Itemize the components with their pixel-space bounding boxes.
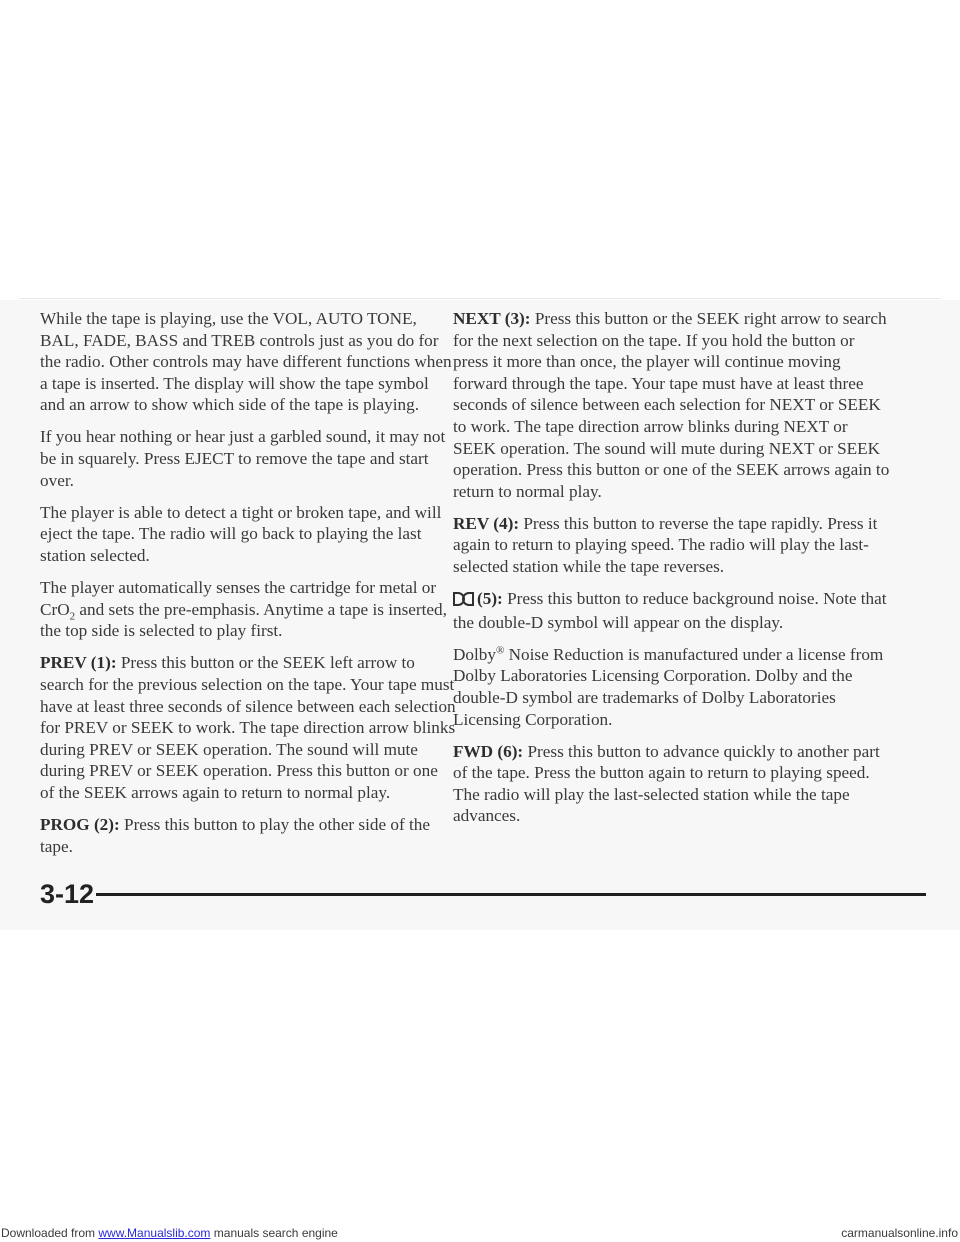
next-description: Press this button or the SEEK right arrow to search for the next selection on the tape. If you hold the button or press it more than once, the player will continue moving forward through the tape. Your tape must have at least three seconds of silence between each selection for NEXT or SEEK to work. The tape direction arrow blinks during NEXT or SEEK operation. The sound will mute during NEXT or SEEK operation. Press this button or one of the SEEK arrows again to return to normal play. [453, 309, 890, 501]
rev-term: REV (4): [453, 513, 520, 533]
cartridge-text-b: and sets the pre-emphasis. Anytime a tape is inserted, the top side is selected to play first. [40, 599, 447, 641]
garbled-sound-paragraph: If you hear nothing or hear just a garbled sound, it may not be in squarely. Press EJECT to remove the tape and start over. [40, 427, 446, 490]
watermark-text: carmanualsonline.info [841, 1226, 958, 1240]
prev-term: PREV (1): [40, 653, 117, 673]
prog-description: Press this button to play the other side of the tape. [40, 814, 431, 856]
dolby-word: Dolby [453, 644, 496, 664]
manualslib-link[interactable]: www.Manualslib.com [98, 1226, 211, 1240]
broken-tape-paragraph: The player is able to detect a tight or broken tape, and will eject the tape. The radio will go back to playing the last station selected. [40, 502, 442, 565]
rev-paragraph [453, 513, 893, 578]
footer-rule [96, 893, 926, 896]
cro2-subscript: 2 [69, 610, 76, 623]
dolby-term: (5): [477, 589, 503, 609]
top-divider [20, 298, 940, 299]
dolby-trademark-paragraph [453, 644, 893, 730]
next-term: NEXT (3): [453, 309, 531, 328]
next-paragraph [453, 308, 893, 502]
download-source [1, 1224, 338, 1242]
download-prefix: Downloaded from [1, 1226, 99, 1240]
prog-paragraph [40, 814, 456, 857]
prev-description: Press this button or the SEEK left arrow to search for the previous selection on the tape. Your tape must have at least three seconds of silence between each selection for PREV or SEEK to work. The tape direction arrow blinks during PREV or SEEK operation. The sound will mute during PREV or SEEK operation. Press this button or one of the SEEK arrows again to return to normal play. [40, 653, 456, 802]
fwd-term: FWD (6): [453, 741, 524, 761]
rev-description: Press this button to reverse the tape rapidly. Press it again to return to playing speed. The radio will play the last-selected station while the tape reverses. [453, 513, 878, 577]
download-suffix: manuals search engine [210, 1226, 338, 1240]
tape-playing-paragraph: While the tape is playing, use the VOL, AUTO TONE, BAL, FADE, BASS and TREB controls just as you do for the radio. Other controls may have different functions when a tape is inserted. The display will show the tape symbol and an arrow to show which side of the tape is playing. [40, 309, 452, 415]
page-footer [40, 879, 890, 909]
left-column [40, 308, 456, 868]
cartridge-paragraph [40, 577, 456, 642]
page-number: 3-12 [40, 879, 95, 909]
dolby-button-paragraph [453, 588, 893, 633]
fwd-paragraph [453, 741, 893, 827]
dolby-description: Press this button to reduce background noise. Note that the double-D symbol will appear on the display. [453, 589, 887, 632]
download-bar [0, 1224, 960, 1242]
right-column [453, 308, 893, 838]
prev-paragraph [40, 652, 456, 803]
cartridge-text-a: The player automatically senses the cartridge for metal or CrO [40, 578, 437, 619]
dolby-trademark-text: Noise Reduction is manufactured under a license from Dolby Laboratories Licensing Corporation. Dolby and the double-D symbol are trademarks of Dolby Laboratories Licensing Corporation. [453, 644, 884, 729]
prog-term: PROG (2): [40, 814, 120, 834]
double-d-icon [453, 590, 474, 612]
registered-mark: ® [495, 644, 505, 657]
fwd-description: Press this button to advance quickly to another part of the tape. Press the button again to return to playing speed. The radio will play the last-selected station while the tape advances. [453, 741, 880, 826]
